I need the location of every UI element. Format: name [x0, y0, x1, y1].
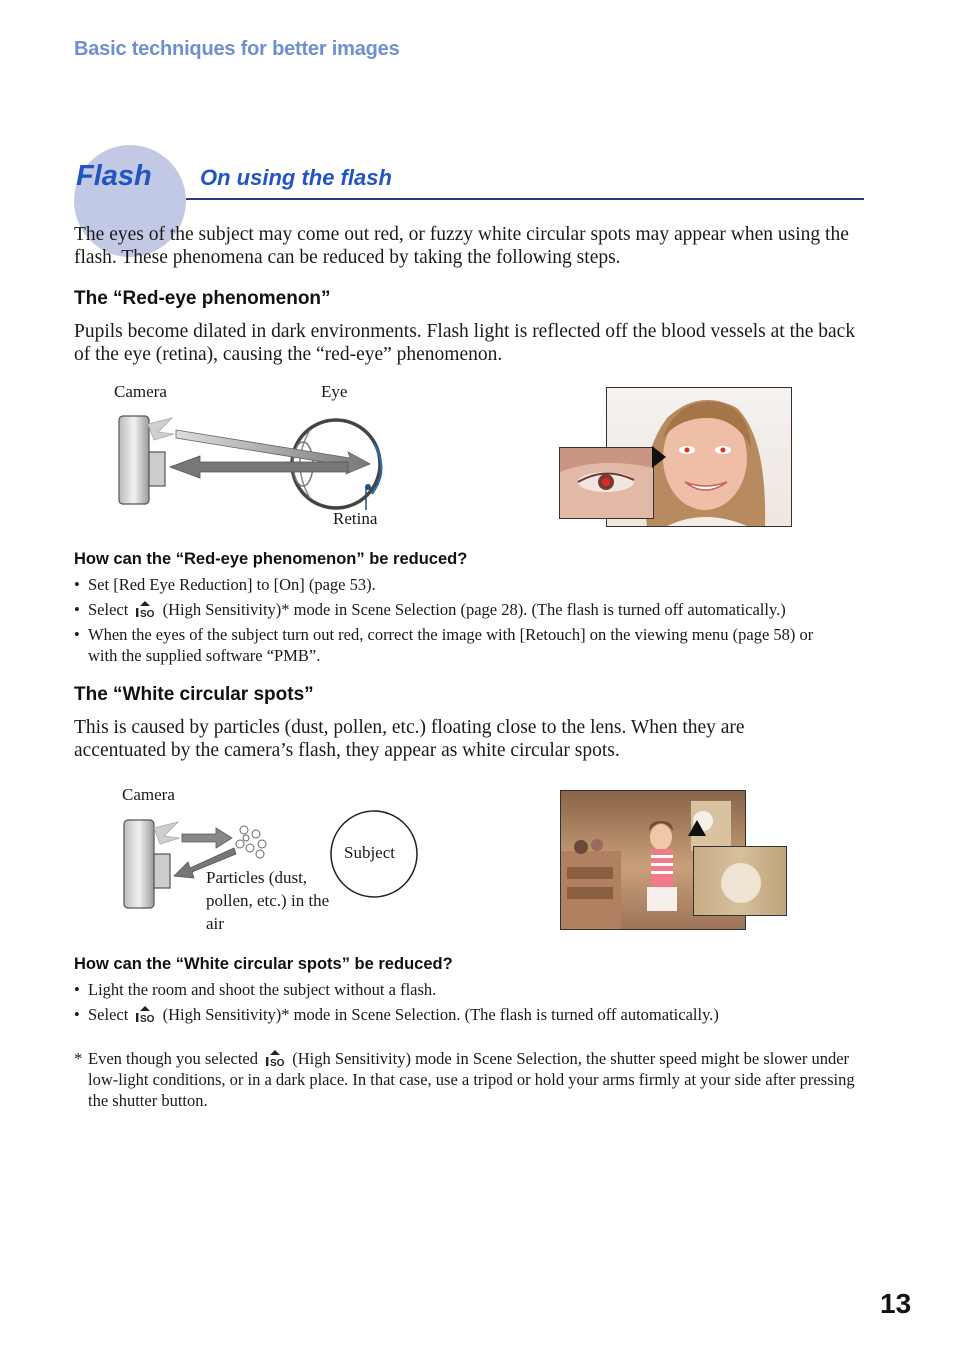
zoom-pointer — [652, 446, 666, 468]
white-spots-body: This is caused by particles (dust, pollen, etc.) floating close to the lens. When they are accentuated by the camera’s flash, they appear as white circular spots. — [74, 717, 745, 761]
particles-label: Particles (dust, pollen, etc.) in the air — [206, 868, 330, 933]
white-spots-diagram — [110, 782, 430, 942]
bullet-dot: • — [74, 600, 80, 619]
camera-icon — [119, 416, 174, 504]
high-sensitivity-icon — [134, 1005, 156, 1023]
particles-icon — [236, 826, 266, 858]
high-sensitivity-icon — [134, 600, 156, 618]
list-item-text: Select SO (High Sensitivity)* mode in Scene Selection (page 28). (The flash is turned off automatically.) — [88, 600, 786, 619]
list-item-text: Light the room and shoot the subject without a flash. — [88, 980, 437, 999]
list-item-text: Set [Red Eye Reduction] to [On] (page 53). — [88, 575, 376, 594]
white-spots-closeup — [693, 846, 787, 916]
footnote-text: Even though you selected SO (High Sensitivity) mode in Scene Selection, the shutter speed might be slower under low-light conditions, or in a dark place. In that case, use a tripod or hold your arms firmly at your side after pressing the shutter button. — [88, 1049, 855, 1110]
camera-icon — [124, 820, 180, 908]
intro-paragraph: The eyes of the subject may come out red, or fuzzy white circular spots may appear when using the flash. These phenomena can be reduced by taking the following steps. — [74, 224, 849, 268]
high-sensitivity-icon — [264, 1049, 286, 1067]
page-number: 13 — [880, 1288, 912, 1319]
svg-text:SO: SO — [270, 1058, 285, 1067]
list-item-text: When the eyes of the subject turn out red, correct the image with [Retouch] on the viewing menu (page 58) or with the supplied software “PMB”. — [88, 625, 814, 665]
red-eye-diagram — [100, 378, 420, 538]
title-rule — [186, 198, 864, 200]
light-path-arrows — [170, 430, 370, 478]
svg-text:SO: SO — [140, 609, 155, 618]
bullet-dot: • — [74, 575, 80, 594]
red-eye-body: Pupils become dilated in dark environments. Flash light is reflected off the blood vessels at the back of the eye (retina), causing the “red-eye” phenomenon. — [74, 321, 856, 365]
bullet-dot: • — [74, 1005, 80, 1024]
camera-label: Camera — [122, 785, 175, 804]
bullet-dot: • — [74, 980, 80, 999]
subject-label: Subject — [344, 843, 395, 862]
zoom-pointer — [688, 820, 706, 836]
page-subtitle: On using the flash — [200, 165, 392, 190]
svg-text:SO: SO — [140, 1014, 155, 1023]
eye-label: Eye — [321, 382, 348, 401]
red-eye-closeup — [559, 447, 654, 519]
list-item-text: Select SO (High Sensitivity)* mode in Scene Selection. (The flash is turned off automatically.) — [88, 1005, 719, 1024]
bullet-dot: • — [74, 625, 80, 644]
white-spots-question: How can the “White circular spots” be reduced? — [74, 955, 453, 973]
spot-closeup-illustration — [694, 847, 786, 915]
section-header: Basic techniques for better images — [74, 38, 400, 60]
footnote-mark: * — [74, 1049, 83, 1068]
camera-label: Camera — [114, 382, 167, 401]
eye-closeup-illustration — [560, 448, 653, 518]
white-spots-heading: The “White circular spots” — [74, 684, 314, 705]
page-title: Flash — [76, 160, 152, 192]
red-eye-illustration — [100, 378, 420, 538]
retina-label: Retina — [333, 509, 378, 528]
red-eye-question: How can the “Red-eye phenomenon” be reduced? — [74, 550, 468, 568]
red-eye-heading: The “Red-eye phenomenon” — [74, 288, 331, 309]
flash-arrow-icon — [174, 828, 236, 878]
